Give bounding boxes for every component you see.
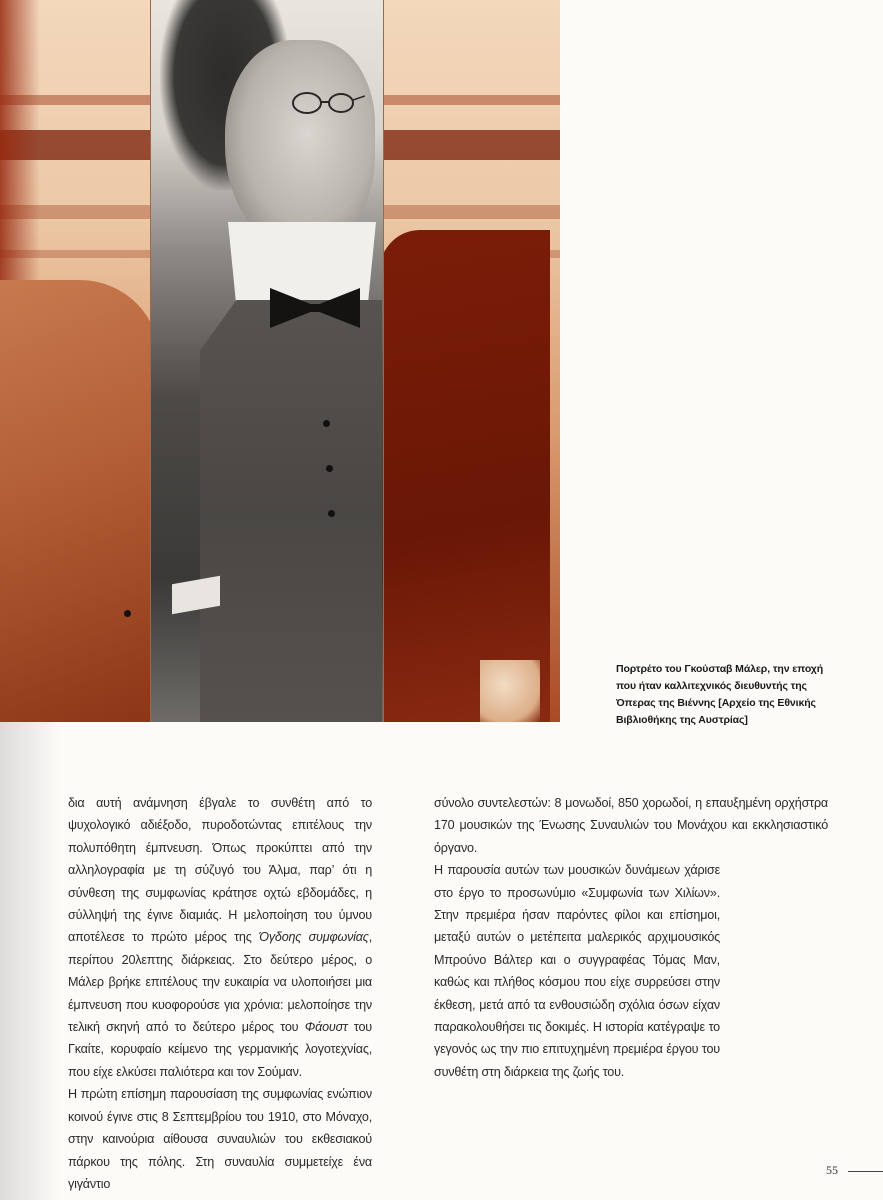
coat-right-side — [380, 230, 550, 722]
emphasized-title: Φάουστ — [304, 1020, 348, 1035]
coat-left-lapel — [0, 280, 160, 722]
caption-line: Βιβλιοθήκης της Αυστρίας] — [616, 714, 748, 726]
photo-caption — [616, 661, 826, 729]
body-paragraph — [434, 859, 720, 1083]
body-paragraph: Η πρώτη επίσημη παρουσίαση της συμφωνίας ενώπιον κοινού έγινε στις 8 Σεπτεμβρίου του 1910, στο Μόναχο, στην καινούρια αίθουσα συναυλιών του εκθεσιακού πάρκου της πόλης. Στη συναυλία συμμετείχε ένα γιγάντιο — [68, 1087, 372, 1191]
vest-button — [328, 510, 335, 517]
caption-line: Πορτρέτο του Γκούσταβ Μάλερ, την εποχή — [616, 663, 824, 675]
portrait-hand — [480, 660, 540, 722]
mahler-portrait-photo — [0, 0, 560, 722]
text-column-right — [434, 792, 828, 1083]
emphasized-title: Όγδοης συμφωνίας — [259, 930, 369, 945]
coat-button — [124, 610, 131, 617]
body-paragraph — [434, 792, 828, 859]
text-column-left — [68, 792, 372, 1195]
body-paragraph — [68, 792, 372, 1083]
vest-button — [323, 420, 330, 427]
page-number-rule — [848, 1171, 883, 1172]
caption-line: Όπερας της Βιέννης [Αρχείο της Εθνικής — [616, 697, 816, 709]
portrait-face — [225, 40, 375, 250]
portrait-vest — [200, 300, 382, 722]
text-run: σύνολο συντελεστών: 8 μονωδοί, 850 χορωδοί, η επαυξημένη ορχήστρα 170 μουσικών της Ένωσης Συναυλιών του Μονάχου και εκκλησιαστικό όργανο. — [434, 796, 828, 855]
page-gutter-shadow — [0, 720, 60, 1200]
text-run: του Γκαίτε, κορυφαίο κείμενο της γερμανικής λογοτεχνίας, που είχε ελκύσει παλιότερα και τον Σούμαν. — [68, 1020, 372, 1079]
vest-button — [326, 465, 333, 472]
spectacles-icon — [285, 90, 365, 116]
text-run: Η παρουσία αυτών των μουσικών δυνάμεων χάρισε στο έργο το προσωνύμιο «Συμφωνία των Χιλίων». Στην πρεμιέρα ήσαν παρόντες φίλοι και επίσημοι, μεταξύ αυτών ο μετέπειτα μαλερικός αρχιμουσικός Μπρούνο Βάλτερ και ο συγγραφέας Τόμας Μαν, καθώς και πλήθος κόσμου που είχε συρρεύσει στην έκθεση, μετά από τα ενθουσιώδη σχόλια όσων είχαν παρακολουθήσει τις δοκιμές. — [434, 863, 720, 1035]
text-run: Η ιστορία κατέγραψε το γεγονός ως την πιο επιτυχημένη πρεμιέρα έργου του συνθέτη στη διάρκεια της ζωής του. — [434, 1020, 720, 1079]
text-run: δια αυτή ανάμνηση έβγαλε το συνθέτη από το ψυχολογικό αδιέξοδο, πυροδοτώντας επιτέλους την πολυπόθητη έμπνευση. Όπως προκύπτει από την αλληλογραφία με τη σύζυγό του Άλμα, παρ’ ότι η σύνθεση της συμφωνίας κράτησε οχτώ εβδομάδες, η σύλληψή της έγινε διαμιάς. Η μελοποίηση του ύμνου αποτέλεσε το πρώτο μέρος της — [68, 796, 372, 945]
page-number: 55 — [826, 1163, 838, 1177]
caption-line: που ήταν καλλιτεχνικός διευθυντής της — [616, 680, 807, 692]
text-run: , περίπου 20λεπτης διάρκειας. Στο δεύτερο μέρος, ο Μάλερ βρήκε επιτέλους την ευκαιρία να υλοποιήσει μια έμπνευση που κυοφορούσε για χρόνια: μελοποίησε την τελική σκηνή από το δεύτερο μέρος του — [68, 930, 372, 1035]
